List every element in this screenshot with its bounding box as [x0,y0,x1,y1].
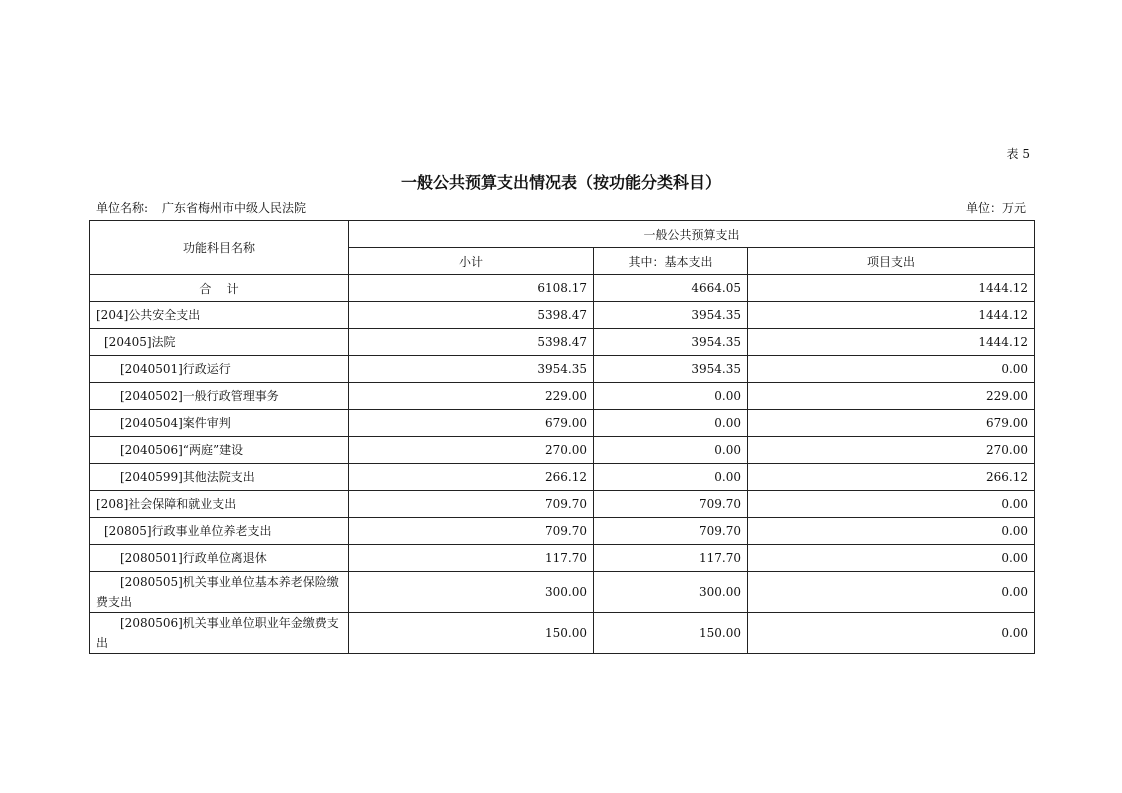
row-name: [2040506]“两庭”建设 [90,437,349,464]
table-row [90,613,1035,654]
row-project: 0.00 [748,545,1035,572]
row-subtotal: 229.00 [349,383,594,410]
row-name: [2080501]行政单位离退休 [90,545,349,572]
header-func-name: 功能科目名称 [90,221,349,275]
row-subtotal: 300.00 [349,572,594,613]
row-name [90,613,349,654]
total-subtotal: 6108.17 [349,275,594,302]
table-row [90,437,1035,464]
currency-unit: 单位：万元 [965,201,1026,215]
row-basic: 709.70 [594,491,748,518]
row-name: [2040501]行政运行 [90,356,349,383]
page-title: 一般公共预算支出情况表（按功能分类科目） [400,173,721,192]
row-project: 0.00 [748,518,1035,545]
row-subtotal: 270.00 [349,437,594,464]
table-row [90,572,1035,613]
row-name-text: [2080505]机关事业单位基本养老保险缴费支出 [96,575,339,609]
row-name: [208]社会保障和就业支出 [90,491,349,518]
table-row [90,410,1035,437]
table-row [90,464,1035,491]
row-subtotal: 150.00 [349,613,594,654]
table-number: 表 5 [1006,147,1030,161]
row-name: [204]公共安全支出 [90,302,349,329]
row-basic: 0.00 [594,437,748,464]
row-name: [20805]行政事业单位养老支出 [90,518,349,545]
unit-name-label: 单位名称: [96,201,149,215]
table-row [90,383,1035,410]
row-subtotal: 709.70 [349,518,594,545]
header-basic: 其中：基本支出 [594,248,748,275]
row-name: [2040502]一般行政管理事务 [90,383,349,410]
row-basic: 0.00 [594,464,748,491]
row-project: 0.00 [748,491,1035,518]
header-project: 项目支出 [748,248,1035,275]
row-basic: 117.70 [594,545,748,572]
row-project: 0.00 [748,572,1035,613]
row-subtotal: 5398.47 [349,329,594,356]
row-basic: 300.00 [594,572,748,613]
row-project: 266.12 [748,464,1035,491]
row-subtotal: 117.70 [349,545,594,572]
row-name: [2040504]案件审判 [90,410,349,437]
row-name-text: [2080506]机关事业单位职业年金缴费支出 [96,616,339,650]
row-project: 0.00 [748,356,1035,383]
row-name: [20405]法院 [90,329,349,356]
table-row [90,356,1035,383]
row-subtotal: 679.00 [349,410,594,437]
table-row [90,329,1035,356]
row-basic: 3954.35 [594,302,748,329]
row-project: 1444.12 [748,329,1035,356]
total-basic: 4664.05 [594,275,748,302]
row-project: 229.00 [748,383,1035,410]
row-basic: 150.00 [594,613,748,654]
row-name: [2040599]其他法院支出 [90,464,349,491]
row-name [90,572,349,613]
row-project: 270.00 [748,437,1035,464]
budget-table [89,220,1035,654]
unit-name-line [96,199,306,216]
table-row [90,518,1035,545]
row-project: 1444.12 [748,302,1035,329]
row-project: 0.00 [748,613,1035,654]
header-group: 一般公共预算支出 [349,221,1035,248]
total-label: 合 计 [90,275,349,302]
row-basic: 0.00 [594,383,748,410]
row-subtotal: 266.12 [349,464,594,491]
row-basic: 0.00 [594,410,748,437]
row-subtotal: 5398.47 [349,302,594,329]
row-project: 679.00 [748,410,1035,437]
total-project: 1444.12 [748,275,1035,302]
unit-name-value: 广东省梅州市中级人民法院 [162,201,307,215]
row-basic: 3954.35 [594,356,748,383]
row-basic: 709.70 [594,518,748,545]
row-subtotal: 3954.35 [349,356,594,383]
row-subtotal: 709.70 [349,491,594,518]
table-row [90,545,1035,572]
table-row [90,491,1035,518]
row-basic: 3954.35 [594,329,748,356]
table-row [90,302,1035,329]
total-row [90,275,1035,302]
header-subtotal: 小计 [349,248,594,275]
